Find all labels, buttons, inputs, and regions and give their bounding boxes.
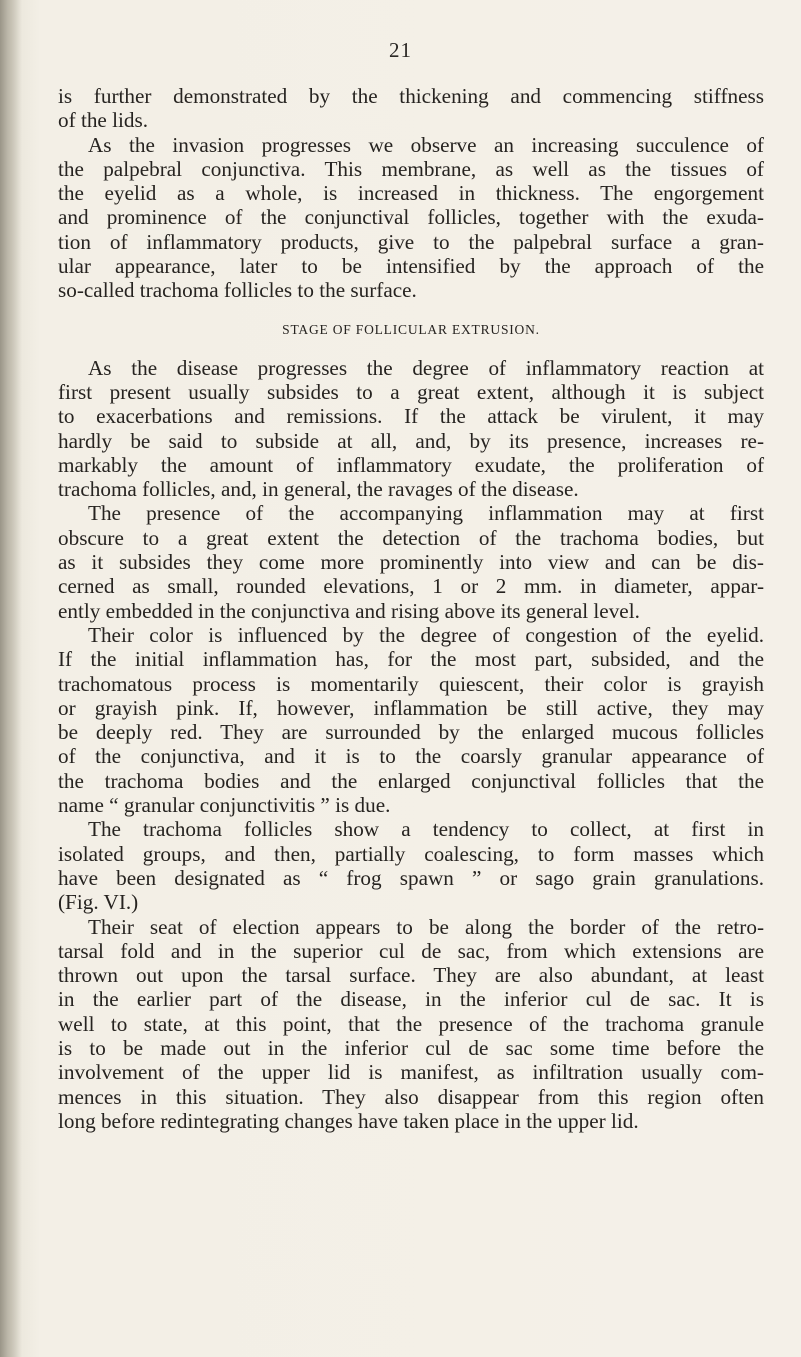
text-line: As the disease progresses the degree of inflammatory reaction at: [88, 355, 764, 380]
text-line: tarsal fold and in the superior cul de sac, from which extensions are: [58, 938, 764, 963]
text-line: so-called trachoma follicles to the surface.: [58, 278, 417, 303]
text-line: be deeply red. They are surrounded by the enlarged mucous follicles: [58, 720, 764, 745]
paragraph-3: [58, 356, 764, 502]
page-number: 21: [389, 38, 412, 62]
text-line: or grayish pink. If, however, inflammation be still active, they may: [58, 695, 764, 720]
text-line: the eyelid as a whole, is increased in thickness. The engorgement: [58, 181, 764, 206]
text-line: Their seat of election appears to be along the border of the retro-: [88, 914, 764, 939]
binding-gutter-shadow: [0, 0, 22, 1357]
text-line: well to state, at this point, that the presence of the trachoma granule: [58, 1011, 764, 1036]
text-line: of the conjunctiva, and it is to the coarsly granular appearance of: [58, 744, 764, 769]
text-line: as it subsides they come more prominently into view and can be dis-: [58, 550, 764, 575]
text-line: Their color is influenced by the degree of congestion of the eyelid.: [88, 622, 764, 647]
paragraph-2: [58, 133, 764, 303]
section-heading: STAGE OF FOLLICULAR EXTRUSION.: [282, 321, 540, 337]
text-line: thrown out upon the tarsal surface. They are also abundant, at least: [58, 963, 764, 988]
text-line: to exacerbations and remissions. If the attack be virulent, it may: [58, 404, 764, 429]
text-line: the trachoma bodies and the enlarged conjunctival follicles that the: [58, 768, 764, 793]
text-line: have been designated as “ frog spawn ” or sago grain granulations.: [58, 865, 764, 890]
text-line: name “ granular conjunctivitis ” is due.: [58, 793, 391, 818]
text-line: of the lids.: [58, 108, 149, 133]
text-line: is further demonstrated by the thickening and commencing stiffness: [58, 84, 764, 108]
text-line: obscure to a great extent the detection of the trachoma bodies, but: [58, 525, 764, 550]
text-line: is to be made out in the inferior cul de sac some time before the: [58, 1035, 764, 1060]
text-line: markably the amount of inflammatory exudate, the proliferation of: [58, 452, 764, 477]
text-line: tion of inflammatory products, give to the palpebral surface a gran-: [58, 229, 764, 254]
text-line: trachoma follicles, and, in general, the ravages of the disease.: [58, 477, 579, 502]
text-line: trachomatous process is momentarily quiescent, their color is grayish: [58, 671, 764, 696]
text-line: cerned as small, rounded elevations, 1 or 2 mm. in diameter, appar-: [58, 574, 764, 599]
text-line: The trachoma follicles show a tendency to collect, at first in: [88, 817, 764, 842]
text-line: hardly be said to subside at all, and, by its presence, increases re-: [58, 428, 764, 453]
text-line: the palpebral conjunctiva. This membrane, as well as the tissues of: [58, 156, 764, 181]
text-line: If the initial inflammation has, for the most part, subsided, and the: [58, 647, 764, 672]
figure-reference: (Fig. VI.): [58, 890, 139, 915]
text-line: involvement of the upper lid is manifest, as infiltration usually com-: [58, 1060, 764, 1085]
paragraph-6: [58, 817, 764, 914]
text-line: long before redintegrating changes have taken place in the upper lid.: [58, 1108, 639, 1133]
text-line: and prominence of the conjunctival follicles, together with the exuda-: [58, 205, 764, 230]
text-line: As the invasion progresses we observe an increasing succulence of: [88, 132, 764, 157]
text-line: ular appearance, later to be intensified by the approach of the: [58, 254, 764, 279]
body-text: [58, 84, 764, 1133]
text-line: mences in this situation. They also disappear from this region often: [58, 1084, 764, 1109]
text-line: in the earlier part of the disease, in the inferior cul de sac. It is: [58, 987, 764, 1012]
text-line: ently embedded in the conjunctiva and rising above its general level.: [58, 598, 640, 623]
paragraph-4: [58, 501, 764, 622]
text-line: isolated groups, and then, partially coalescing, to form masses which: [58, 841, 764, 866]
text-line: first present usually subsides to a great extent, although it is subject: [58, 379, 764, 404]
paragraph-5: [58, 623, 764, 817]
text-line: The presence of the accompanying inflammation may at first: [88, 501, 764, 526]
paragraph-1: [58, 84, 764, 133]
paragraph-7: [58, 915, 764, 1134]
